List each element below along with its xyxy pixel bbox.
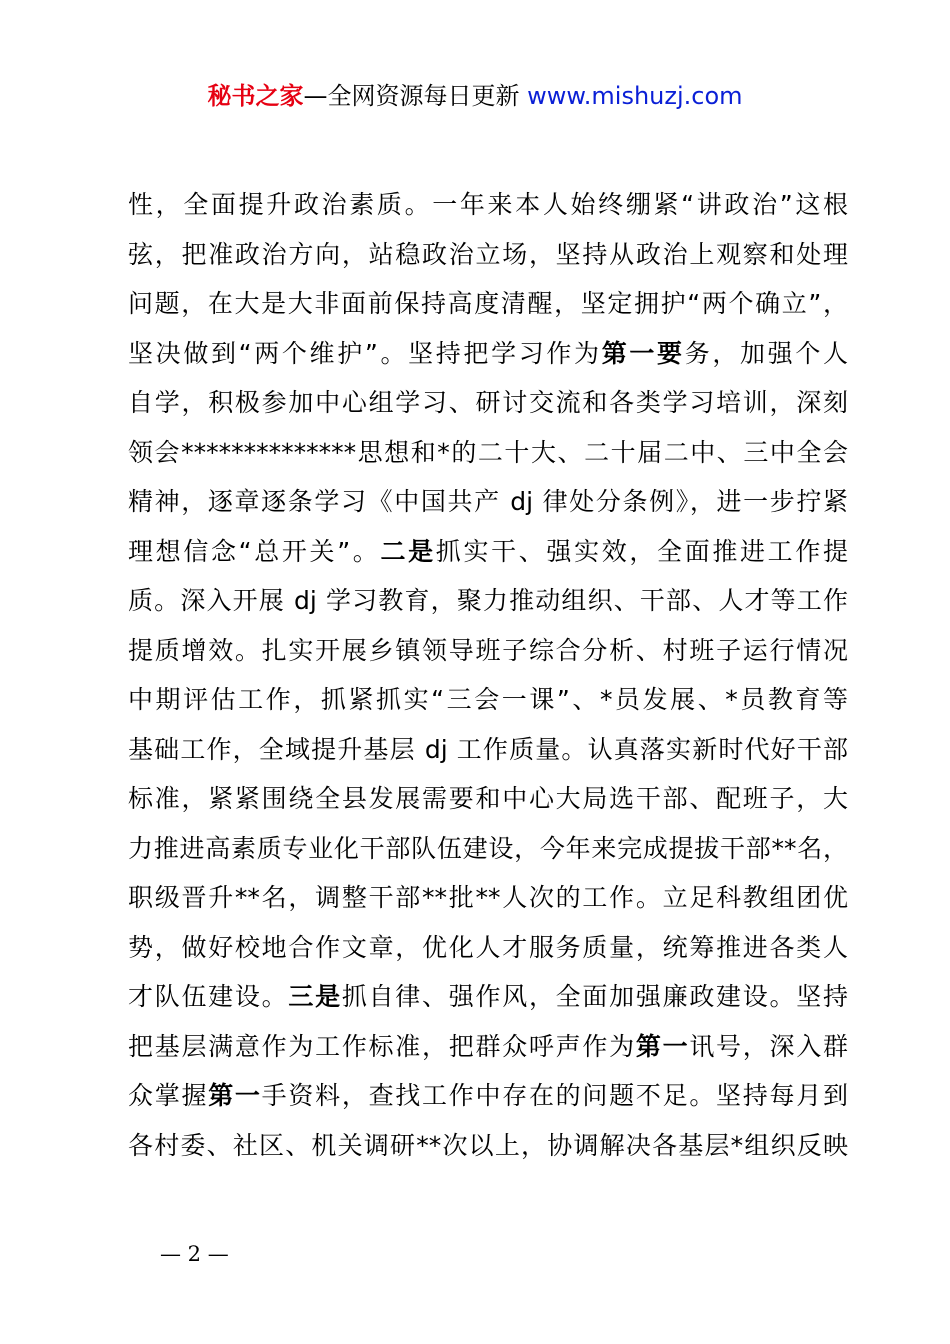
- text-segment: 抓自律、强作风，全面加强廉政建设。坚持: [341, 982, 848, 1011]
- text-segment: 性，全面提升政治素质。一年来本人始终绷紧“讲政治”这根: [128, 190, 848, 219]
- text-segment: 中期评估工作，抓紧抓实“三会一课”、*员发展、*员教育等: [128, 685, 848, 714]
- text-segment: 务，加强个人: [684, 338, 848, 368]
- text-segment: 抓实干、强实效，全面推进工作提: [435, 536, 848, 566]
- text-segment: 力推进高素质专业化干部队伍建设，今年来完成提拔干部**名，: [128, 833, 848, 863]
- text-line: [128, 279, 848, 329]
- text-line: [128, 527, 848, 577]
- text-segment: 职级晋升**名，调整干部**批**人次的工作。立足科教组团优: [128, 883, 848, 912]
- text-segment: 坚决做到“两个维护”。坚持把学习作为: [128, 338, 602, 368]
- text-segment: 标准，紧紧围绕全县发展需要和中心大局选干部、配班子，大: [128, 784, 848, 813]
- text-segment: 质。深入开展 dj 学习教育，聚力推动组织、干部、人才等工作: [128, 586, 848, 615]
- text-line: [128, 180, 848, 230]
- text-segment: 势，做好校地合作文章，优化人才服务质量，统筹推进各类人: [128, 932, 848, 962]
- site-url-link[interactable]: www.mishuzj.com: [527, 82, 743, 110]
- text-segment: 各村委、社区、机关调研**次以上，协调解决各基层*组织反映: [128, 1130, 848, 1160]
- text-segment: 基础工作，全域提升基层 dj 工作质量。认真落实新时代好干部: [128, 734, 848, 764]
- text-line: [128, 428, 848, 478]
- page-number: — 2 —: [160, 1242, 229, 1266]
- text-line: [128, 774, 848, 824]
- document-body: [128, 180, 848, 1170]
- text-line: [128, 477, 848, 527]
- text-segment: 问题，在大是大非面前保持高度清醒，坚定拥护“两个确立”，: [128, 289, 848, 318]
- site-header: [0, 80, 950, 112]
- text-line: [128, 1071, 848, 1121]
- text-line: [128, 972, 848, 1022]
- text-segment: 讯号，深入群: [689, 1031, 848, 1061]
- text-line: [128, 1121, 848, 1171]
- text-line: [128, 725, 848, 775]
- site-brand: 秘书之家: [207, 82, 304, 110]
- bold-text-segment: 第一: [208, 1081, 262, 1110]
- text-segment: 理想信念“总开关”。: [128, 536, 381, 566]
- text-line: [128, 824, 848, 874]
- text-segment: 才队伍建设。: [128, 982, 289, 1011]
- bold-text-segment: 二是: [380, 536, 436, 566]
- text-segment: 众掌握: [128, 1081, 209, 1110]
- text-line: [128, 576, 848, 626]
- text-line: [128, 230, 848, 280]
- text-segment: 提质增效。扎实开展乡镇领导班子综合分析、村班子运行情况: [128, 635, 848, 665]
- bold-text-segment: 第一: [635, 1031, 690, 1061]
- bold-text-segment: 三是: [288, 982, 342, 1011]
- text-segment: 精神，逐章逐条学习《中国共产 dj 律处分条例》，进一步拧紧: [128, 487, 848, 516]
- text-line: [128, 329, 848, 379]
- text-segment: 自学，积极参加中心组学习、研讨交流和各类学习培训，深刻: [128, 388, 848, 417]
- text-line: [128, 378, 848, 428]
- text-segment: 把基层满意作为工作标准，把群众呼声作为: [128, 1031, 636, 1061]
- text-line: [128, 675, 848, 725]
- text-line: [128, 1022, 848, 1072]
- text-segment: 手资料，查找工作中存在的问题不足。坚持每月到: [261, 1081, 848, 1110]
- text-segment: 弦，把准政治方向，站稳政治立场，坚持从政治上观察和处理: [128, 239, 848, 269]
- text-line: [128, 923, 848, 973]
- site-tagline: —全网资源每日更新: [303, 82, 528, 110]
- text-segment: 领会**************思想和*的二十大、二十届二中、三中全会: [128, 437, 848, 467]
- text-line: [128, 626, 848, 676]
- text-line: [128, 873, 848, 923]
- bold-text-segment: 第一要: [601, 338, 685, 368]
